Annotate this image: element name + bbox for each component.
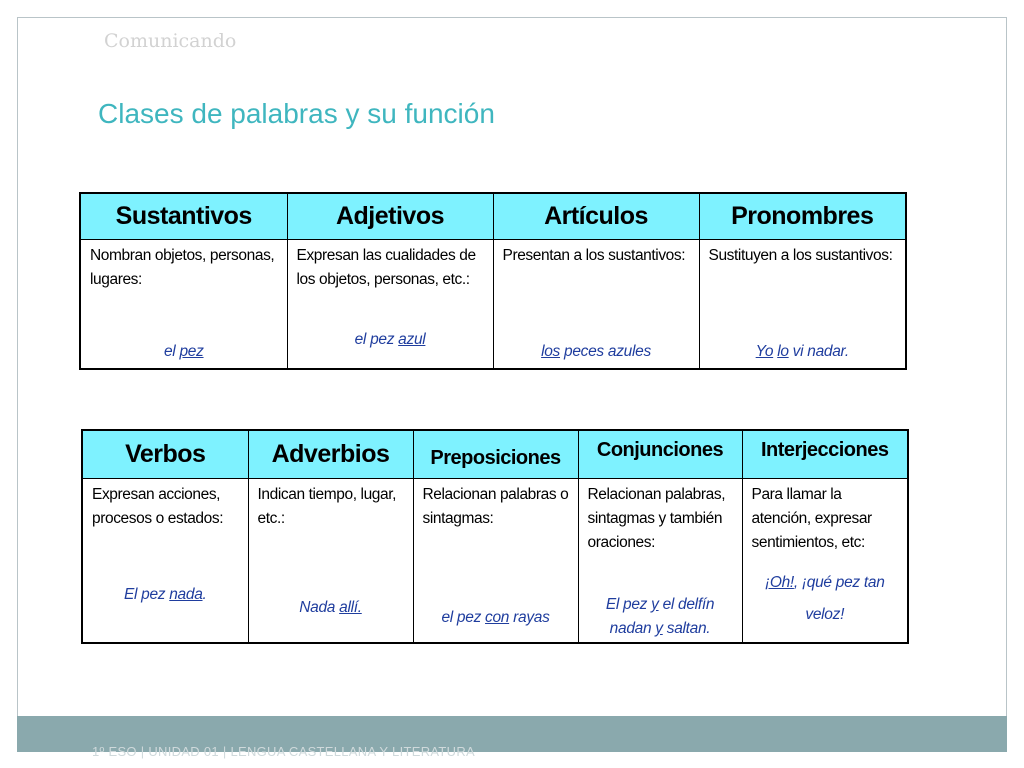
header-adverbios: Adverbios xyxy=(248,430,413,478)
word-classes-table-2 xyxy=(81,429,909,644)
cell-sustantivos xyxy=(80,239,287,369)
footer-text: 1º ESO | UNIDAD 01 | LENGUA CASTELLANA Y LITERATURA xyxy=(92,744,475,759)
description-text: Expresan las cualidades de los objetos, personas, etc.: xyxy=(296,246,476,288)
example-text xyxy=(579,593,742,641)
example-segment: el pez xyxy=(354,330,399,348)
example-segment: peces azules xyxy=(560,342,651,360)
table-row xyxy=(80,239,906,369)
cell-articulos xyxy=(493,239,699,369)
example-text xyxy=(743,567,908,631)
highlighted-word: pez xyxy=(179,342,204,360)
cell-conjunciones xyxy=(578,478,742,643)
example-text xyxy=(288,328,493,352)
section-label: Comunicando xyxy=(104,30,237,52)
header-conjunciones: Conjunciones xyxy=(578,430,742,478)
example-segment: el xyxy=(163,342,180,360)
example-segment: El pez xyxy=(123,585,170,603)
header-pronombres: Pronombres xyxy=(699,193,906,239)
example-text xyxy=(494,340,699,364)
table-row xyxy=(82,478,908,643)
example-text xyxy=(249,596,413,620)
cell-adjetivos xyxy=(287,239,493,369)
cell-adverbios xyxy=(248,478,413,643)
description-text: Sustituyen a los sustantivos: xyxy=(708,246,893,264)
description-text: Nombran objetos, personas, lugares: xyxy=(90,246,275,288)
highlighted-word: y xyxy=(651,595,659,613)
highlighted-word: Yo xyxy=(755,342,774,360)
highlighted-word: lo xyxy=(777,342,789,360)
highlighted-word: y xyxy=(655,619,663,637)
cell-verbos xyxy=(82,478,248,643)
example-text xyxy=(414,606,578,630)
header-preposiciones: Preposiciones xyxy=(413,430,578,478)
header-interjecciones: Interjecciones xyxy=(742,430,908,478)
example-segment: vi nadar. xyxy=(788,342,849,360)
example-text xyxy=(83,583,248,607)
highlighted-word: con xyxy=(485,608,510,626)
description-text: Presentan a los sustantivos: xyxy=(502,246,686,264)
description-text: Expresan acciones, procesos o estados: xyxy=(92,485,224,527)
example-text xyxy=(81,340,287,364)
example-segment: saltan. xyxy=(662,619,711,637)
description-text: Relacionan palabras, sintagmas y también oraciones: xyxy=(587,485,726,551)
cell-interjecciones xyxy=(742,478,908,643)
example-segment: El pez xyxy=(605,595,652,613)
cell-pronombres xyxy=(699,239,906,369)
description-text: Relacionan palabras o sintagmas: xyxy=(422,485,569,527)
header-verbos: Verbos xyxy=(82,430,248,478)
cell-preposiciones xyxy=(413,478,578,643)
highlighted-word: allí. xyxy=(339,598,362,616)
header-sustantivos: Sustantivos xyxy=(80,193,287,239)
header-articulos: Artículos xyxy=(493,193,699,239)
example-text xyxy=(700,340,906,364)
header-adjetivos: Adjetivos xyxy=(287,193,493,239)
description-text: Indican tiempo, lugar, etc.: xyxy=(257,485,397,527)
highlighted-word: los xyxy=(541,342,561,360)
highlighted-word: nada xyxy=(169,585,203,603)
highlighted-word: azul xyxy=(398,330,426,348)
table-header-row xyxy=(82,430,908,478)
word-classes-table-1 xyxy=(79,192,907,370)
example-segment: Nada xyxy=(299,598,340,616)
slide-title: Clases de palabras y su función xyxy=(98,98,495,129)
description-text: Para llamar la atención, expresar sentimientos, etc: xyxy=(751,485,872,551)
example-segment: , ¡qué pez tan veloz! xyxy=(793,573,885,623)
example-segment: . xyxy=(202,585,207,603)
example-segment: el pez xyxy=(441,608,486,626)
example-segment: el delfín nadan xyxy=(609,595,715,637)
example-segment: rayas xyxy=(509,608,550,626)
highlighted-word: ¡Oh! xyxy=(764,573,794,591)
table-header-row xyxy=(80,193,906,239)
